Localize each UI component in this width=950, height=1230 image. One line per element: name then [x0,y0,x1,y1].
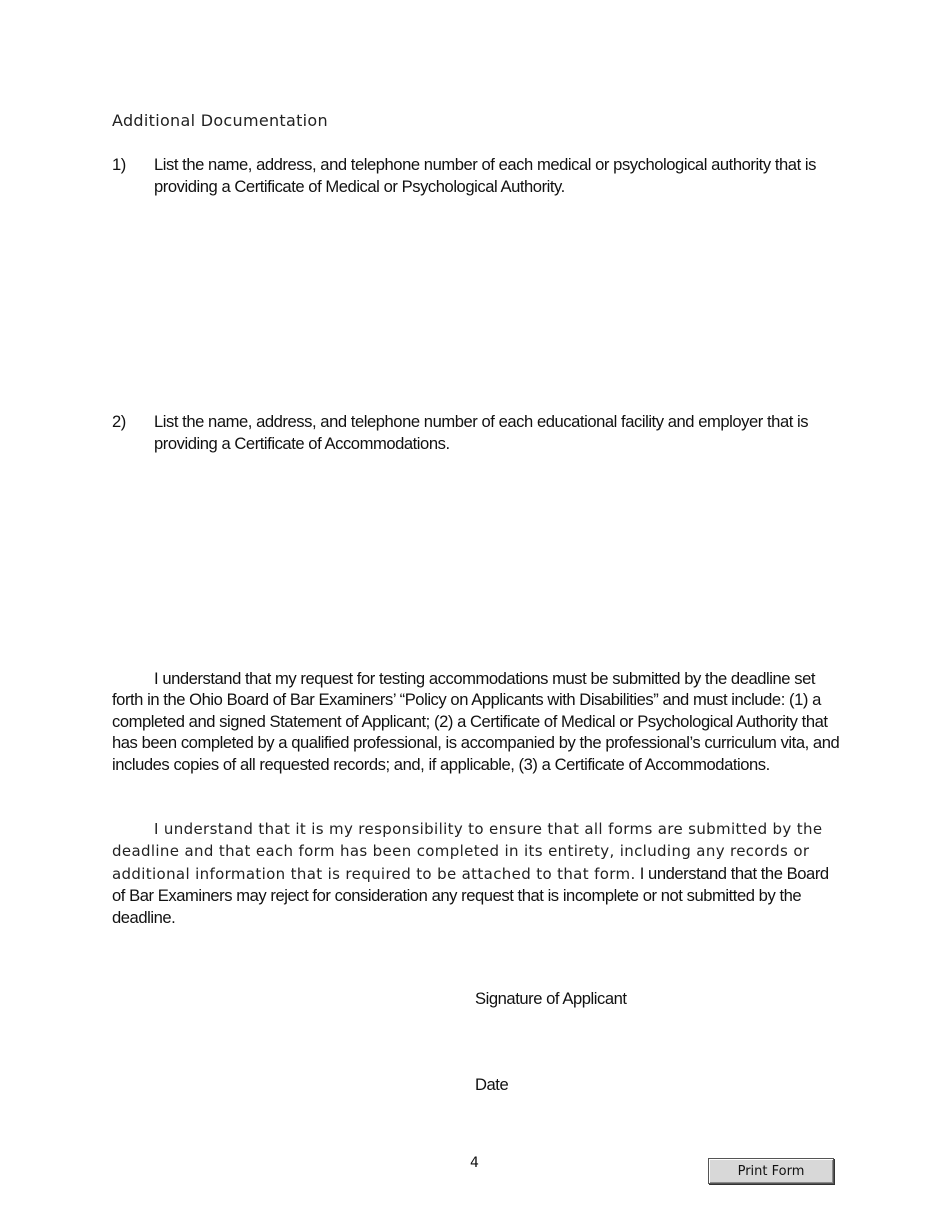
acknowledgement-paragraph-2 [112,818,842,928]
section-heading: Additional Documentation [112,111,328,130]
acknowledgement-paragraph-1 [112,668,842,775]
item-number: 1) [112,155,126,174]
signature-label: Signature of Applicant [475,989,627,1008]
item-text: List the name, address, and telephone number of each educational facility and employer that is providing a Certificate of Accommodations. [154,412,809,453]
paragraph-text: I understand that my request for testing accommodations must be submitted by the deadline set forth in the Ohio Board of Bar Examiners’ “Policy on Applicants with Disabilities” and must include: (1) a completed and signed Statement of Applicant; (2) a Certificate of Medical or Psychological Authority that has been completed by a qualified professional, is accompanied by the professional’s curriculum vita, and includes copies of all requested records; and, if applicable, (3) a Certificate of Accommodations. [112,669,840,774]
list-item-1 [112,154,842,197]
date-label: Date [475,1075,509,1094]
print-form-button[interactable]: Print Form [708,1158,834,1184]
medical-authority-answer-field[interactable] [154,200,842,400]
page-number: 4 [470,1155,479,1171]
accommodations-answer-field[interactable] [154,458,842,658]
paragraph-text-part-1: I understand that it is my responsibility to ensure that all forms are submitted by the deadline and that each form has been completed in its entirety, including any records or additional information that is required to be attached to that form. [112,820,823,883]
item-text: List the name, address, and telephone number of each medical or psychological authority that is providing a Certificate of Medical or Psychological Authority. [154,155,816,196]
item-number: 2) [112,412,126,431]
paragraph-text-part-2: I understand that the Board of Bar Examiners may reject for consideration any request that is incomplete or not submitted by the deadline. [112,863,829,927]
list-item-2 [112,411,842,454]
